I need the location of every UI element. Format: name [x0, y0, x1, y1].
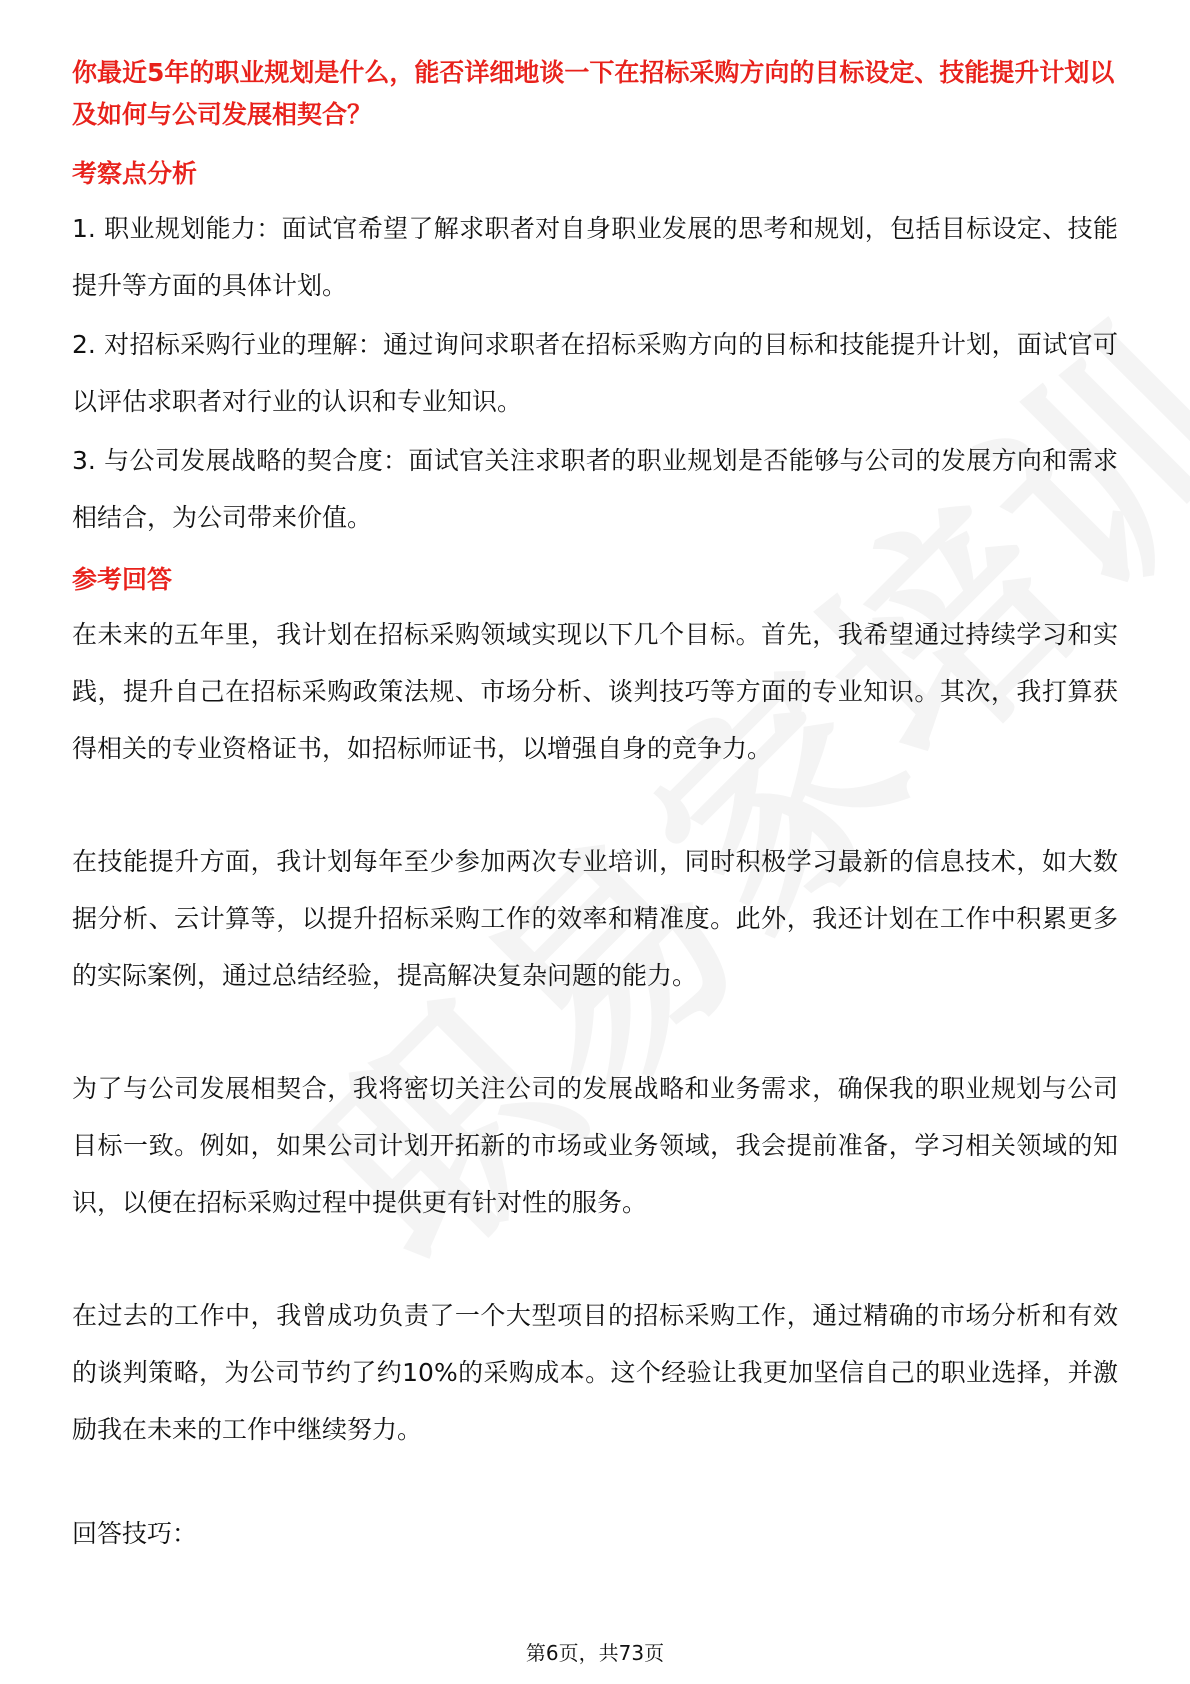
analysis-title: 考察点分析	[72, 159, 198, 188]
analysis-item: 1. 职业规划能力：面试官希望了解求职者对自身职业发展的思考和规划，包括目标设定、技能提升等方面的具体计划。	[72, 214, 1118, 300]
page-footer: 第6页，共73页	[525, 1641, 665, 1665]
analysis-item: 3. 与公司发展战略的契合度：面试官关注求职者的职业规划是否能够与公司的发展方向和需求相结合，为公司带来价值。	[72, 446, 1118, 532]
answer-paragraph: 为了与公司发展相契合，我将密切关注公司的发展战略和业务需求，确保我的职业规划与公司目标一致。例如，如果公司计划开拓新的市场或业务领域，我会提前准备，学习相关领域的知识，以便在招标采购过程中提供更有针对性的服务。	[72, 1074, 1118, 1217]
answer-paragraph: 在过去的工作中，我曾成功负责了一个大型项目的招标采购工作，通过精确的市场分析和有效的谈判策略，为公司节约了约10%的采购成本。这个经验让我更加坚信自己的职业选择，并激励我在未来的工作中继续努力。	[72, 1301, 1118, 1444]
page-content	[72, 52, 1118, 1554]
tips-label: 回答技巧：	[72, 1519, 198, 1548]
question-heading: 你最近5年的职业规划是什么，能否详细地谈一下在招标采购方向的目标设定、技能提升计划以及如何与公司发展相契合？	[72, 58, 1115, 129]
answer-paragraph: 在未来的五年里，我计划在招标采购领域实现以下几个目标。首先，我希望通过持续学习和实践，提升自己在招标采购政策法规、市场分析、谈判技巧等方面的专业知识。其次，我打算获得相关的专业资格证书，如招标师证书，以增强自身的竞争力。	[72, 620, 1118, 763]
answer-title: 参考回答	[72, 565, 173, 594]
analysis-item: 2. 对招标采购行业的理解：通过询问求职者在招标采购方向的目标和技能提升计划，面试官可以评估求职者对行业的认识和专业知识。	[72, 330, 1118, 416]
answer-paragraph: 在技能提升方面，我计划每年至少参加两次专业培训，同时积极学习最新的信息技术，如大数据分析、云计算等，以提升招标采购工作的效率和精准度。此外，我还计划在工作中积累更多的实际案例，通过总结经验，提高解决复杂问题的能力。	[72, 847, 1118, 990]
